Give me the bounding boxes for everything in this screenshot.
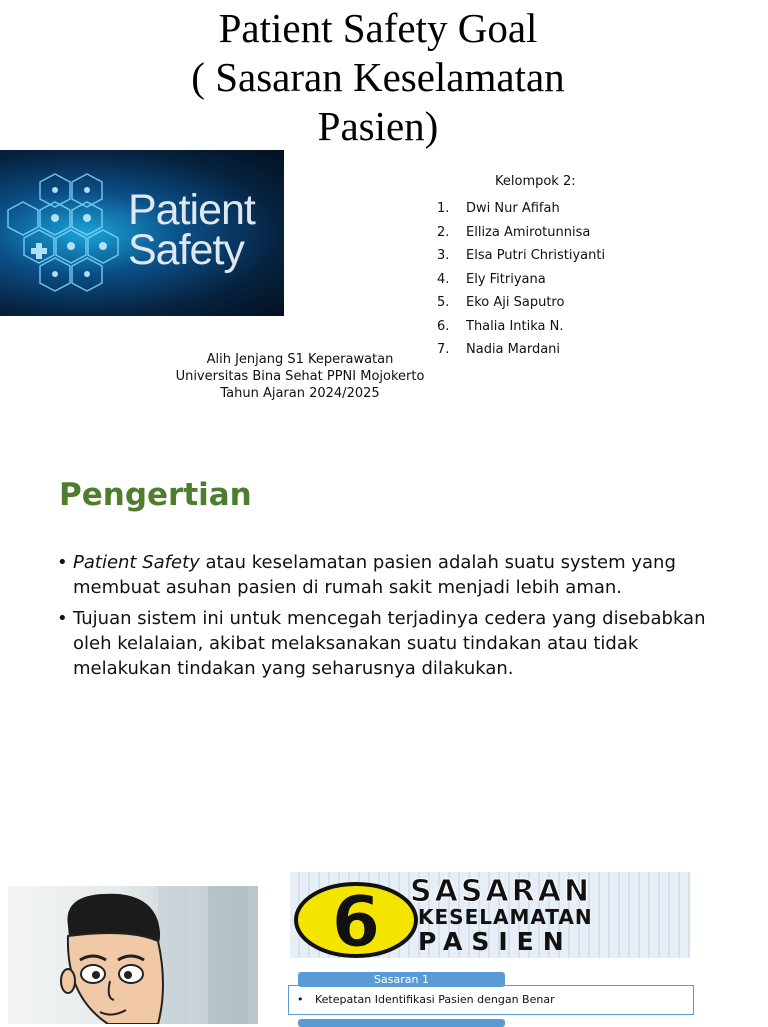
title-line-1: Patient Safety Goal: [218, 5, 538, 51]
sasaran-tab: Sasaran 1: [298, 972, 505, 987]
bullet-text: Tujuan sistem ini untuk mencegah terjadinya cedera yang disebabkan oleh kelalaian, akibat melaksanakan suatu tindakan atau tidak melakukan tindakan yang seharusnya dilakukan.: [73, 608, 706, 679]
slide-title: [0, 4, 756, 151]
list-number: 3.: [437, 248, 450, 263]
title-line-3: Pasien): [317, 103, 439, 149]
bullet-dot-icon: •: [57, 552, 68, 573]
list-item: [437, 246, 605, 270]
member-name: Elsa Putri Christiyanti: [466, 248, 606, 263]
institution-line-3: Tahun Ajaran 2024/2025: [220, 386, 380, 401]
bullet-item: [57, 550, 737, 600]
section-heading: Pengertian: [59, 477, 252, 513]
list-number: 1.: [437, 201, 450, 216]
member-name: Eko Aji Saputro: [466, 295, 565, 310]
list-number: 5.: [437, 295, 450, 310]
sasaran-tab-next: [298, 1019, 505, 1027]
sasaran-item-text: Ketepatan Identifikasi Pasien dengan Benar: [315, 993, 555, 1006]
logo-text-line-1: SASARAN: [410, 874, 593, 909]
sasaran-item-box: [288, 985, 694, 1015]
member-name: Ely Fitriyana: [466, 271, 546, 287]
logo-number: 6: [331, 881, 381, 958]
sasaran-logo: [290, 872, 690, 958]
list-number: 7.: [437, 342, 450, 357]
patient-safety-banner-image: [0, 150, 284, 316]
list-number: 6.: [437, 318, 450, 334]
list-item: [437, 270, 605, 294]
institution-line-1: Alih Jenjang S1 Keperawatan: [206, 352, 394, 367]
cartoon-man-illustration: [8, 886, 258, 1024]
member-name: Dwi Nur Afifah: [466, 201, 560, 216]
list-item: [437, 293, 605, 317]
bullet-item: [57, 606, 737, 681]
banner-text-line-1: Patient: [128, 186, 255, 234]
list-item: [437, 199, 605, 223]
number-six-logo-icon: [290, 872, 420, 958]
italic-term: Patient Safety: [73, 552, 200, 573]
institution-line-2: Universitas Bina Sehat PPNI Mojokerto: [175, 369, 425, 384]
member-name: Elliza Amirotunnisa: [466, 224, 591, 240]
cartoon-face-icon: [8, 886, 258, 1024]
list-number: 4.: [437, 271, 450, 287]
list-number: 2.: [437, 224, 450, 240]
list-item: [437, 340, 605, 364]
list-item: [437, 317, 605, 341]
bullet-dot-icon: •: [297, 993, 304, 1006]
member-name: Nadia Mardani: [466, 342, 561, 357]
title-line-2: ( Sasaran Keselamatan: [191, 54, 565, 100]
logo-text-line-2: KESELAMATAN: [418, 905, 593, 929]
group-title: Kelompok 2:: [495, 174, 576, 189]
list-item: [437, 223, 605, 247]
bullet-text: atau keselamatan pasien adalah suatu system yang membuat asuhan pasien di rumah sakit menjadi lebih aman.: [73, 552, 676, 598]
banner-text: [128, 186, 255, 274]
member-list: [437, 199, 605, 364]
institution-info: [160, 351, 440, 402]
banner-text-line-2: Safety: [128, 226, 244, 274]
logo-text-line-3: PASIEN: [418, 927, 573, 956]
member-name: Thalia Intika N.: [466, 318, 564, 334]
bullet-dot-icon: •: [57, 608, 68, 629]
bullet-list: [57, 550, 737, 687]
